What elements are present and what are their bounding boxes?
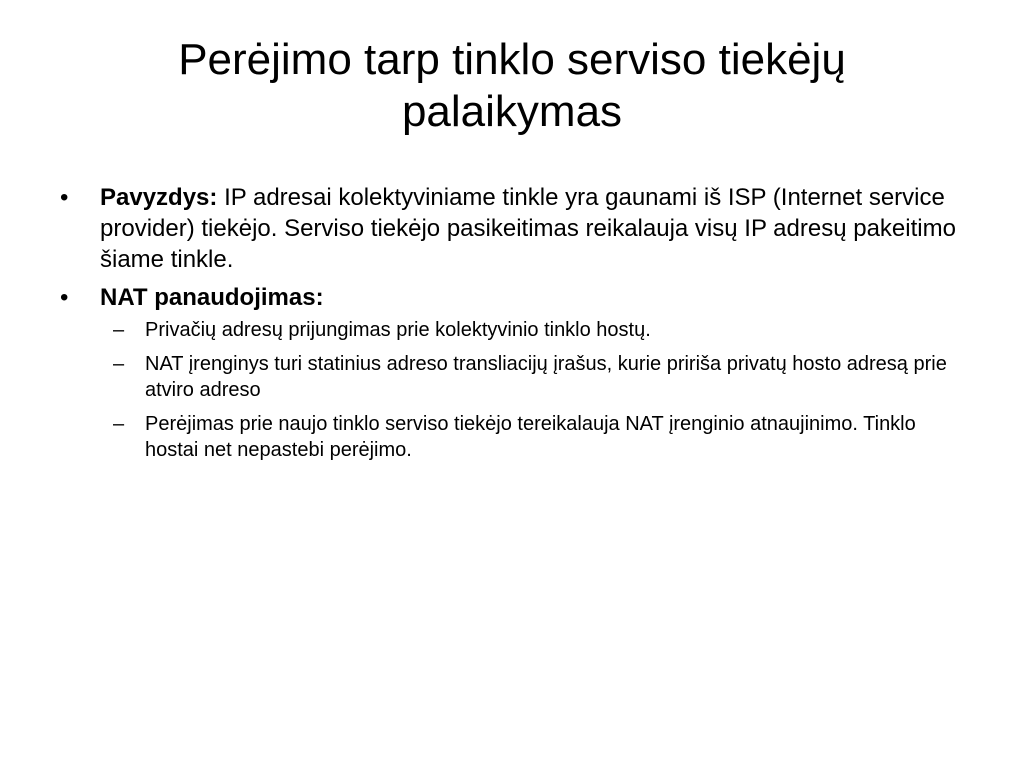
bullet-item-example	[56, 182, 956, 275]
bullet-marker: •	[60, 284, 69, 311]
sub-bullet-item	[100, 351, 956, 403]
bullet-lead: Pavyzdys:	[100, 184, 218, 211]
sub-bullet-text: Perėjimas prie naujo tinklo serviso tiekėjo tereikalauja NAT įrenginio atnaujinimo. Tinklo hostai net nepastebi perėjimo.	[145, 413, 916, 461]
sub-bullet-marker: –	[113, 319, 125, 341]
sub-bullet-marker: –	[113, 353, 125, 375]
bullet-item-nat-usage	[56, 282, 956, 463]
sub-bullet-item	[100, 411, 956, 463]
sub-bullet-text: NAT įrenginys turi statinius adreso transliacijų įrašus, kurie pririša privatų hosto adresą prie atviro adreso	[145, 353, 947, 401]
sub-bullet-list	[100, 317, 956, 463]
sub-bullet-item	[100, 317, 956, 343]
slide-title-line-2: palaikymas	[401, 87, 623, 136]
bullet-list	[56, 182, 956, 471]
sub-bullet-text: Privačių adresų prijungimas prie kolektyvinio tinklo hostų.	[145, 319, 651, 341]
bullet-marker: •	[60, 184, 69, 211]
bullet-lead: NAT panaudojimas:	[100, 284, 324, 311]
sub-bullet-marker: –	[113, 413, 125, 435]
slide-title-line-1: Perėjimo tarp tinklo serviso tiekėjų	[178, 35, 846, 84]
bullet-text: IP adresai kolektyviniame tinkle yra gaunami iš ISP (Internet service provider) tiekėjo. Serviso tiekėjo pasikeitimas reikalauja visų IP adresų pakeitimo šiame tinkle.	[100, 184, 956, 273]
slide-title	[60, 34, 964, 138]
